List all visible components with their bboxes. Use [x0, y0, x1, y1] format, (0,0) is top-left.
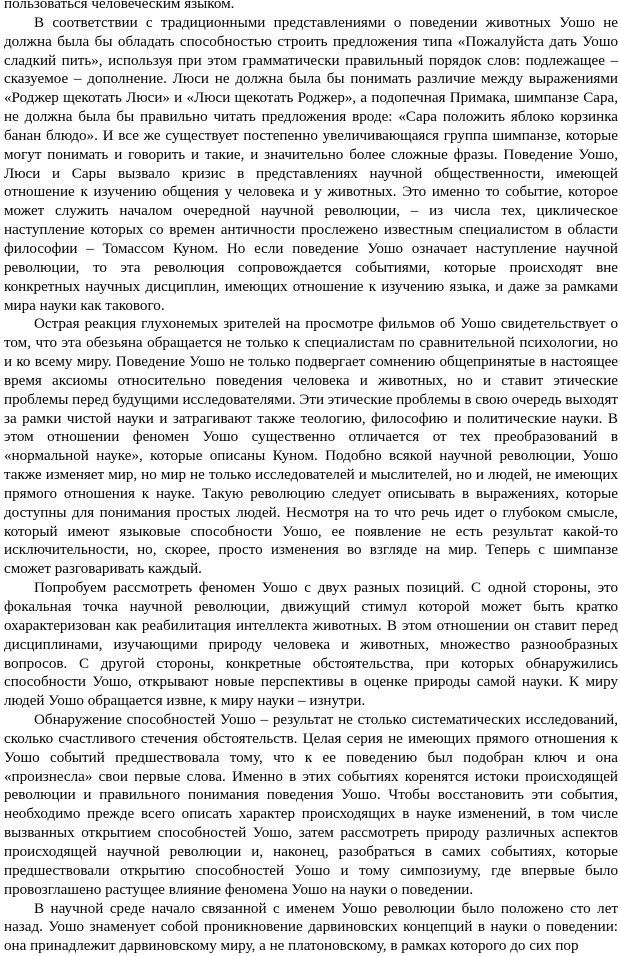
paragraph-deaf-audience: Острая реакция глухонемых зрителей на просмотре фильмов об Уошо свидетельствует о том, что эта обезьяна обращается не только к специалистам по сравнительной психологии, но и ко всему миру. Поведение Уошо не только подвергает сомнению общепринятые в настоящее время аксиомы относительно поведения человека и животных, но и ставит этические проблемы перед будущими исследователями. Эти этические проблемы в свою очередь выходят за рамки чистой науки и затрагивают также теологию, философию и политические науки. В этом отношении феномен Уошо существенно отличается от тех преобразований в «нормальной науке», которые описаны Куном. Подобно всякой научной революции, Уошо также изменяет мир, но мир не только исследователей и мыслителей, но и людей, не имеющих прямого отношения к науке. Такую революцию следует описывать в выражениях, которые доступны для понимания простых людей. Несмотря на то что речь идет о глубоком смысле, который имеют языковые способности Уошо, ее появление не есть результат какой-то исключительности, но, скорее, просто изменения во взгляде на мир. Теперь с шимпанзе сможет разговаривать каждый. [4, 315, 618, 579]
paragraph-discovery: Обнаружение способностей Уошо – результат не столько систематических исследований, сколько счастливого стечения обстоятельств. Целая серия не имеющих прямого отношения к Уошо событий предшествовала тому, что к ее поведению был подобран ключ и она «произнесла» свои первые слова. Именно в этих событиях коренятся истоки происходящей революции и правильного понимания поведения Уошо. Чтобы восстановить эти события, необходимо прежде всего описать характер происходящих в науке изменений, в том числе вызванных открытием способностей Уошо, затем рассмотреть природу различных аспектов происходящей научной революции и, наконец, разобраться в самих событиях, которые предшествовали открытию способностей Уошо и тому симпозиуму, где впервые было провозглашено растущее влияние феномена Уошо на науки о поведении. [4, 711, 618, 899]
paragraph-two-positions: Попробуем рассмотреть феномен Уошо с двух разных позиций. С одной стороны, это фокальная точка научной революции, движущий стимул которой может быть кратко охарактеризован как реабилитация интеллекта животных. В этом отношении он ставит перед дисциплинами, изучающими природу человека и животных, множество разнообразных вопросов. С другой стороны, конкретные обстоятельства, при которых обнаружились способности Уошо, открывают новые перспективы в оценке природы самой науки. К миру людей Уошо обращается извне, к миру науки – изнутри. [4, 579, 618, 711]
paragraph-traditional-views: В соответствии с традиционными представлениями о поведении животных Уошо не должна была бы обладать способностью строить предложения типа «Пожалуйста дать Уошо сладкий пить», используя при этом грамматически правильный порядок слов: подлежащее – сказуемое – дополнение. Люси не должна была бы понимать различие между выражениями «Роджер щекотать Люси» и «Люси щекотать Роджер», а подопечная Примака, шимпанзе Сара, не должна была бы правильно читать предложения вроде: «Сара положить яблоко корзинка банан блюдо». И все же существует постепенно увеличивающаяся группа шимпанзе, которые могут понимать и говорить и такие, и значительно более сложные фразы. Поведение Уошо, Люси и Сары вызвало кризис в представлениях научной общественности, имеющей отношение к изучению общения у человека и у животных. Это именно то событие, которое может служить началом очередной научной революции, – из числа тех, циклическое наступление которых со времен античности прослежено известным специалистом в области философии – Томассом Куном. Но если поведение Уошо означает наступление научной революции, то эта революция сопровождается событиями, которые происходят вне конкретных научных дисциплин, имеющих отношение к изучению языка, и даже за рамками мира науки как такового. [4, 14, 618, 316]
paragraph-continuation: пользоваться человеческим языком. [4, 0, 618, 14]
paragraph-scientific-revolution: В научной среде начало связанной с именем Уошо революции было положено сто лет назад. Уошо знаменует собой проникновение дарвиновских концепций в науки о поведении: она принадлежит дарвиновскому миру, а не платоновскому, в рамках которого до сих пор [4, 900, 618, 956]
